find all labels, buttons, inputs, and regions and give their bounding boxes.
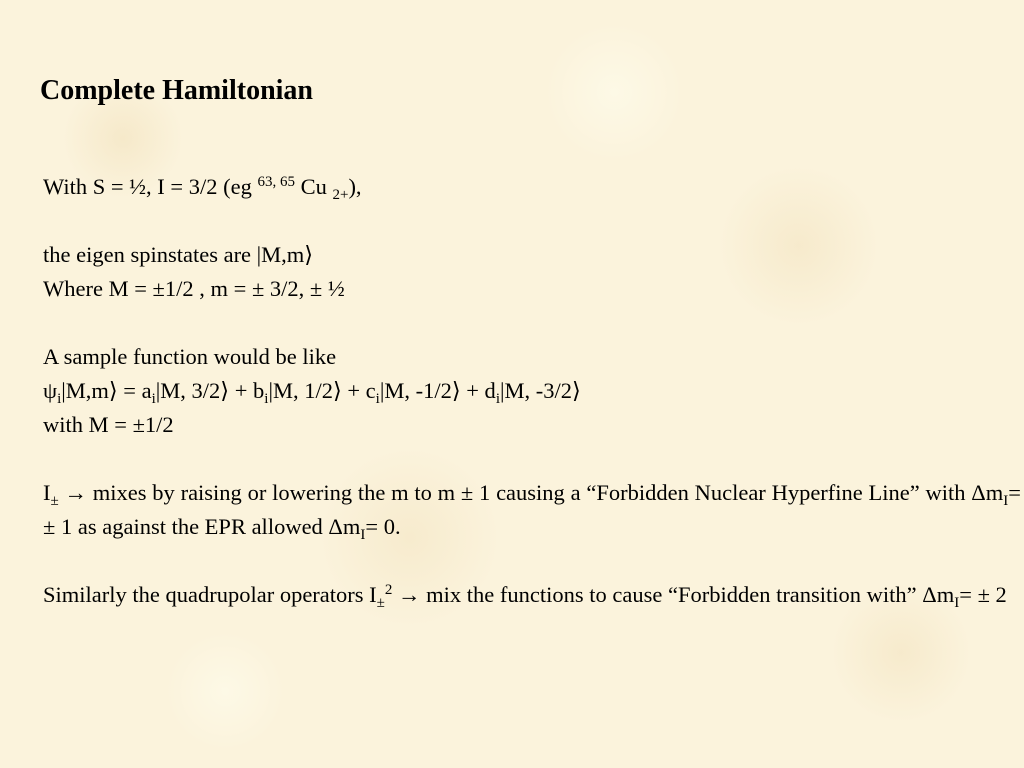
- spacer: [43, 544, 1021, 578]
- equation-part: |M, -1/2⟩ + d: [379, 378, 496, 403]
- operator-i: I: [43, 480, 51, 505]
- paragraph-text: = ± 2: [959, 582, 1007, 607]
- subscript-capital-i: I: [1003, 493, 1009, 509]
- equation-part: |M, 3/2⟩ + b: [155, 378, 265, 403]
- line-spin-values-text: With S = ½, I = 3/2 (eg: [43, 174, 258, 199]
- subscript-capital-i: I: [360, 527, 366, 543]
- line-spin-values: [43, 170, 1021, 204]
- spacer: [43, 306, 1021, 340]
- charge-subscript: 2+: [332, 187, 349, 203]
- subscript-i: i: [57, 391, 62, 407]
- line-wavefunction-equation: [43, 374, 1021, 408]
- slide-title: Complete Hamiltonian: [40, 75, 313, 106]
- psi-symbol: ψ: [43, 378, 58, 403]
- subscript-capital-i: I: [954, 595, 960, 611]
- subscript-plus-minus: ±: [50, 493, 59, 509]
- subscript-plus-minus: ±: [376, 595, 385, 611]
- subscript-i: i: [151, 391, 156, 407]
- line-with-m: with M = ±1/2: [43, 412, 174, 437]
- line-where-values: Where M = ±1/2 , m = ± 3/2, ± ½: [43, 276, 345, 301]
- element-symbol: Cu: [294, 174, 333, 199]
- paragraph-text: Similarly the quadrupolar operators I: [43, 582, 377, 607]
- line-eigen-spinstates: the eigen spinstates are |M,m⟩: [43, 242, 314, 267]
- paragraph-text: = 0.: [365, 514, 401, 539]
- paragraph-text: → mixes by raising or lowering the m to m ± 1 causing a “Forbidden Nuclear Hyperfine Line” with Δm: [58, 480, 1004, 505]
- paragraph-text: = ± 1 as against the EPR allowed Δm: [43, 480, 1021, 539]
- subscript-i: i: [495, 391, 500, 407]
- line-sample-function: A sample function would be like: [43, 344, 337, 369]
- paragraph-quadrupolar: [43, 578, 1021, 612]
- isotope-superscript: 63, 65: [257, 174, 295, 190]
- superscript-two: 2: [384, 582, 393, 598]
- closing-paren: ),: [348, 174, 362, 199]
- spacer: [43, 204, 1021, 238]
- equation-part: |M,m⟩ = a: [61, 378, 152, 403]
- equation-part: |M, -3/2⟩: [499, 378, 581, 403]
- paragraph-forbidden-hyperfine: [43, 476, 1021, 544]
- slide-body: [43, 170, 1021, 612]
- paragraph-text: → mix the functions to cause “Forbidden transition with” Δm: [392, 582, 955, 607]
- equation-part: |M, 1/2⟩ + c: [268, 378, 376, 403]
- spacer: [43, 442, 1021, 476]
- subscript-i: i: [375, 391, 380, 407]
- subscript-i: i: [264, 391, 269, 407]
